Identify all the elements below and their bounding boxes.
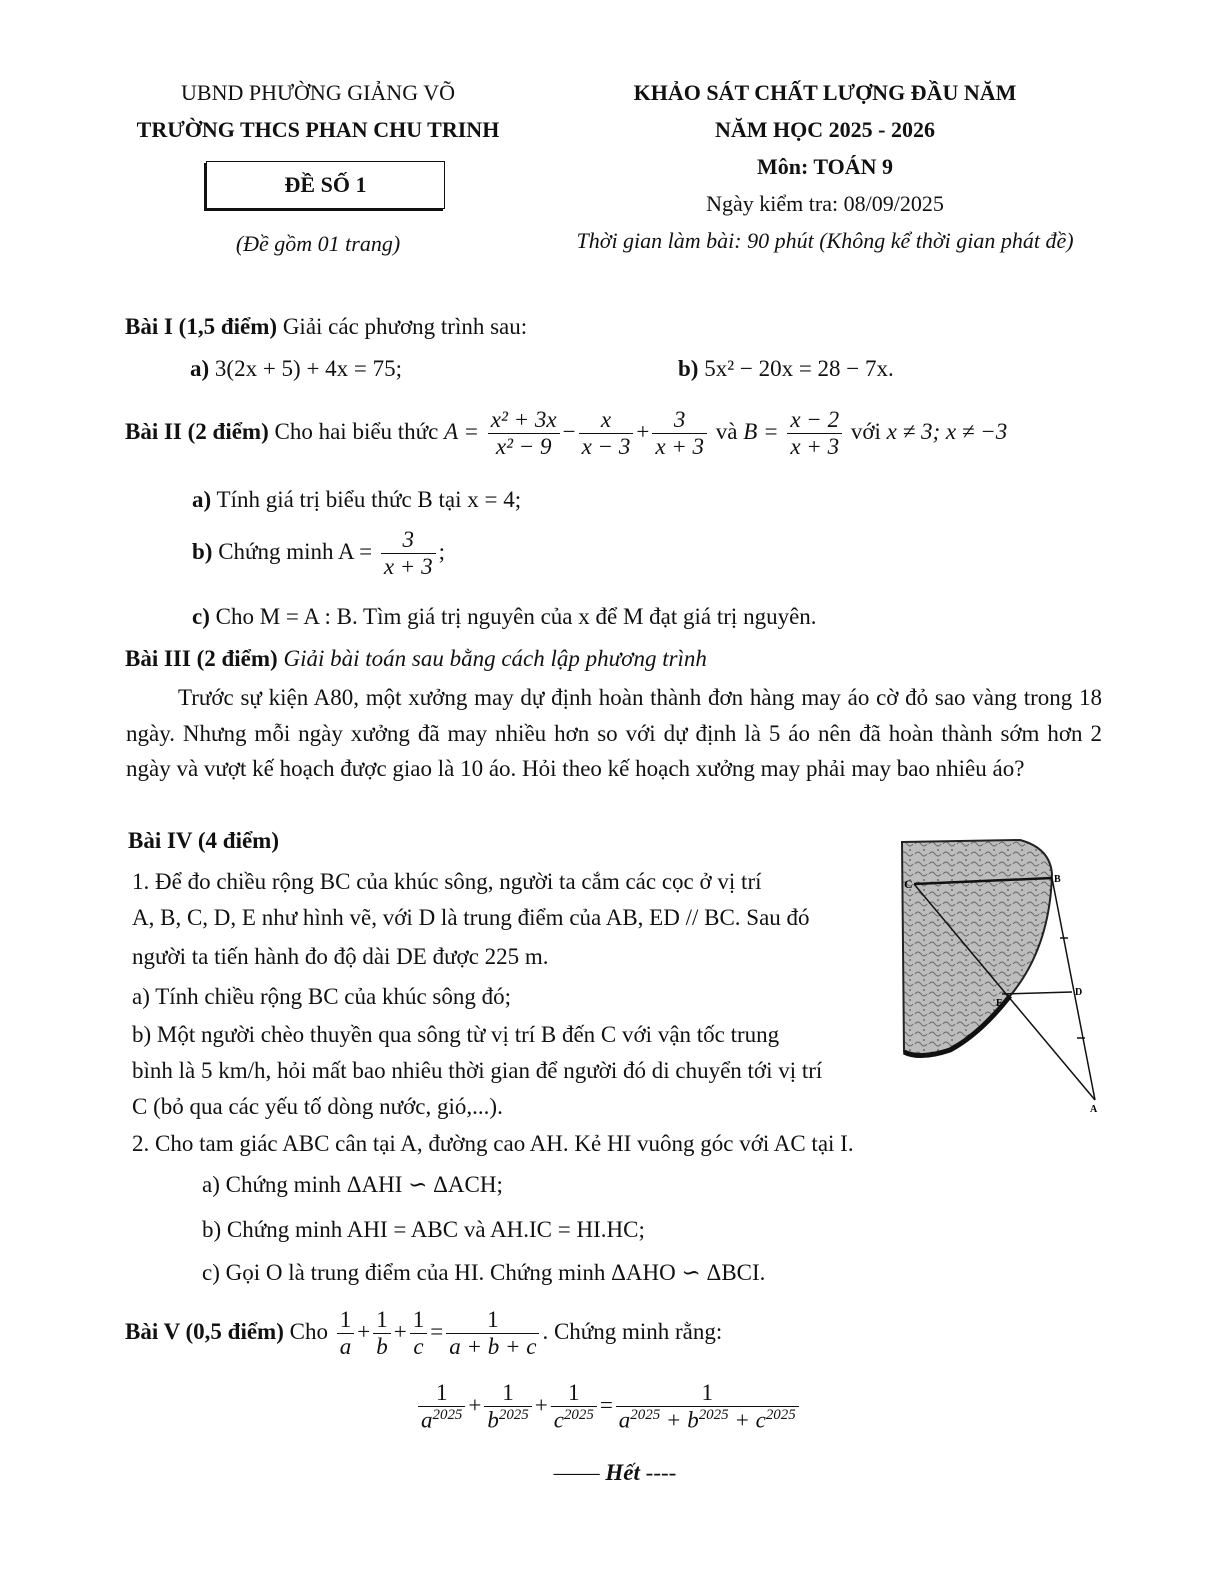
bai1-b-equation: 5x² − 20x = 28 − 7x. xyxy=(704,356,894,381)
bai4-p1-b-line2: bình là 5 km/h, hỏi mất bao nhiêu thời gian để người đó di chuyển tới vị trí xyxy=(132,1058,823,1083)
bai2-b: b) Chứng minh A = $\frac{3}{x + 3}$ ; xyxy=(192,527,445,580)
bai1-a: a) 3(2x + 5) + 4x = 75; xyxy=(190,356,403,381)
subject: Môn: TOÁN 9 xyxy=(756,154,894,179)
label-c: C xyxy=(904,877,913,891)
bai4-p2: 2. Cho tam giác ABC cân tại A, đường cao AH. Kẻ HI vuông góc với AC tại I. xyxy=(132,1131,854,1156)
bai4-title: Bài IV (4 điểm) xyxy=(128,828,279,853)
bai2-title: Bài II (2 điểm) xyxy=(125,419,269,445)
label-a: A xyxy=(1090,1104,1098,1115)
bai1-heading xyxy=(125,314,527,340)
label-d: D xyxy=(1075,987,1083,998)
bai5-title: Bài V (0,5 điểm) xyxy=(125,1319,284,1345)
bai2-b-fraction: $\frac{3}{x + 3}$ xyxy=(381,527,436,581)
bai4-p1-b-line3: C (bỏ qua các yếu tố dòng nước, gió,...). xyxy=(132,1094,503,1119)
A-term2: $\frac{x}{x - 3}$ xyxy=(579,407,634,461)
school-name: TRƯỜNG THCS PHAN CHU TRINH xyxy=(136,117,500,142)
school-year: NĂM HỌC 2025 - 2026 xyxy=(715,117,935,142)
bai2-condition: x ≠ 3; x ≠ −3 xyxy=(886,419,1008,445)
exam-title: KHẢO SÁT CHẤT LƯỢNG ĐẦU NĂM xyxy=(633,80,1017,105)
bai1-title: Bài I (1,5 điểm) xyxy=(125,314,278,339)
bai2-c: c) Cho M = A : B. Tìm giá trị nguyên của x để M đạt giá trị nguyên. xyxy=(192,604,817,629)
school-authority: UBND PHƯỜNG GIẢNG VÕ xyxy=(181,80,455,105)
bai3-title: Bài III (2 điểm) xyxy=(125,646,278,671)
bai4-p1-a: a) Tính chiều rộng BC của khúc sông đó; xyxy=(132,984,512,1009)
exam-date: Ngày kiểm tra: 08/09/2025 xyxy=(706,191,944,216)
bai3-subtitle: Giải bài toán sau bằng cách lập phương trình xyxy=(283,646,707,671)
bai2-a: a) Tính giá trị biểu thức B tại x = 4; xyxy=(192,487,522,512)
river-figure xyxy=(900,838,1110,1118)
bai5-heading: Bài V (0,5 điểm) Cho $\frac{1}{a}$ + $\frac{1}{b}$ + $\frac{1}{c}$ = $\frac{1}{a + b + c}$ . Chứng minh rằng: xyxy=(125,1307,723,1360)
exam-code-box xyxy=(206,161,445,209)
bai4-p2-c: c) Gọi O là trung điểm của HI. Chứng minh ΔAHO ∽ ΔBCI. xyxy=(202,1260,766,1285)
A-term3: $\frac{3}{x + 3}$ xyxy=(652,407,707,461)
bai4-p1-b-line1: b) Một người chèo thuyền qua sông từ vị trí B đến C với vận tốc trung xyxy=(132,1022,780,1047)
bai3-heading xyxy=(125,646,707,672)
bai4-p2-a: a) Chứng minh ΔAHI ∽ ΔACH; xyxy=(202,1172,503,1197)
label-b: B xyxy=(1054,874,1061,885)
end-marker: —— Hết ---- xyxy=(553,1460,677,1485)
bai2-prompt: Cho hai biểu thức xyxy=(274,419,439,445)
bai4-p1-line1: 1. Để đo chiều rộng BC của khúc sông, người ta cắm các cọc ở vị trí xyxy=(132,869,762,894)
bai1-b: b) 5x² − 20x = 28 − 7x. xyxy=(678,356,894,381)
pages-note: (Đề gồm 01 trang) xyxy=(235,231,401,256)
B-expression: $\frac{x - 2}{x + 3}$ xyxy=(787,407,842,461)
bai3-body: Trước sự kiện A80, một xưởng may dự định hoàn thành đơn hàng may áo cờ đỏ sao vàng trong 18 ngày. Nhưng mỗi ngày xưởng đã may nhiều hơn so với dự định là 5 áo nên đã hoàn thành sớm hơn 2 ngày và vượt kế hoạch được giao là 10 áo. Hỏi theo kế hoạch xưởng may phải may bao nhiêu áo? xyxy=(126,685,1102,781)
bai4-p1-line2: A, B, C, D, E như hình vẽ, với D là trung điểm của AB, ED // BC. Sau đó xyxy=(132,905,810,930)
bai1-prompt: Giải các phương trình sau: xyxy=(282,314,528,339)
bai5-identity: $\frac{1}{a^{2025}}$ + $\frac{1}{b^{2025}}$ + $\frac{1}{c^{2025}}$ = $\frac{1}{a^{2025} + b^{2025} + c^{2025}}$ xyxy=(415,1380,802,1435)
bai1-a-equation: 3(2x + 5) + 4x = 75; xyxy=(214,356,403,381)
bai5-rhs: $\frac{1}{a + b + c}$ xyxy=(446,1307,539,1361)
bai4-p2-b: b) Chứng minh AHI = ABC và AH.IC = HI.HC; xyxy=(202,1217,645,1242)
bai4-p1-line3: người ta tiến hành đo độ dài DE được 225 m. xyxy=(132,944,549,969)
exam-duration: Thời gian làm bài: 90 phút (Không kể thời gian phát đề) xyxy=(576,228,1074,253)
A-term1: $\frac{\text{x² + 3x}}{\text{x² − 9}}$ xyxy=(488,407,560,461)
bai2-heading: Bài II (2 điểm) Cho hai biểu thức A = $\frac{\text{x² + 3x}}{\text{x² − 9}}$ − $\frac{x}{x - 3}$ + $\frac{3}{x + 3}$ và B = $\frac{x - 2}{x + 3}$ với x ≠ 3; x ≠ −3 xyxy=(125,407,1008,460)
label-e: E xyxy=(996,998,1003,1009)
exam-code: ĐỀ SỐ 1 xyxy=(284,172,367,197)
